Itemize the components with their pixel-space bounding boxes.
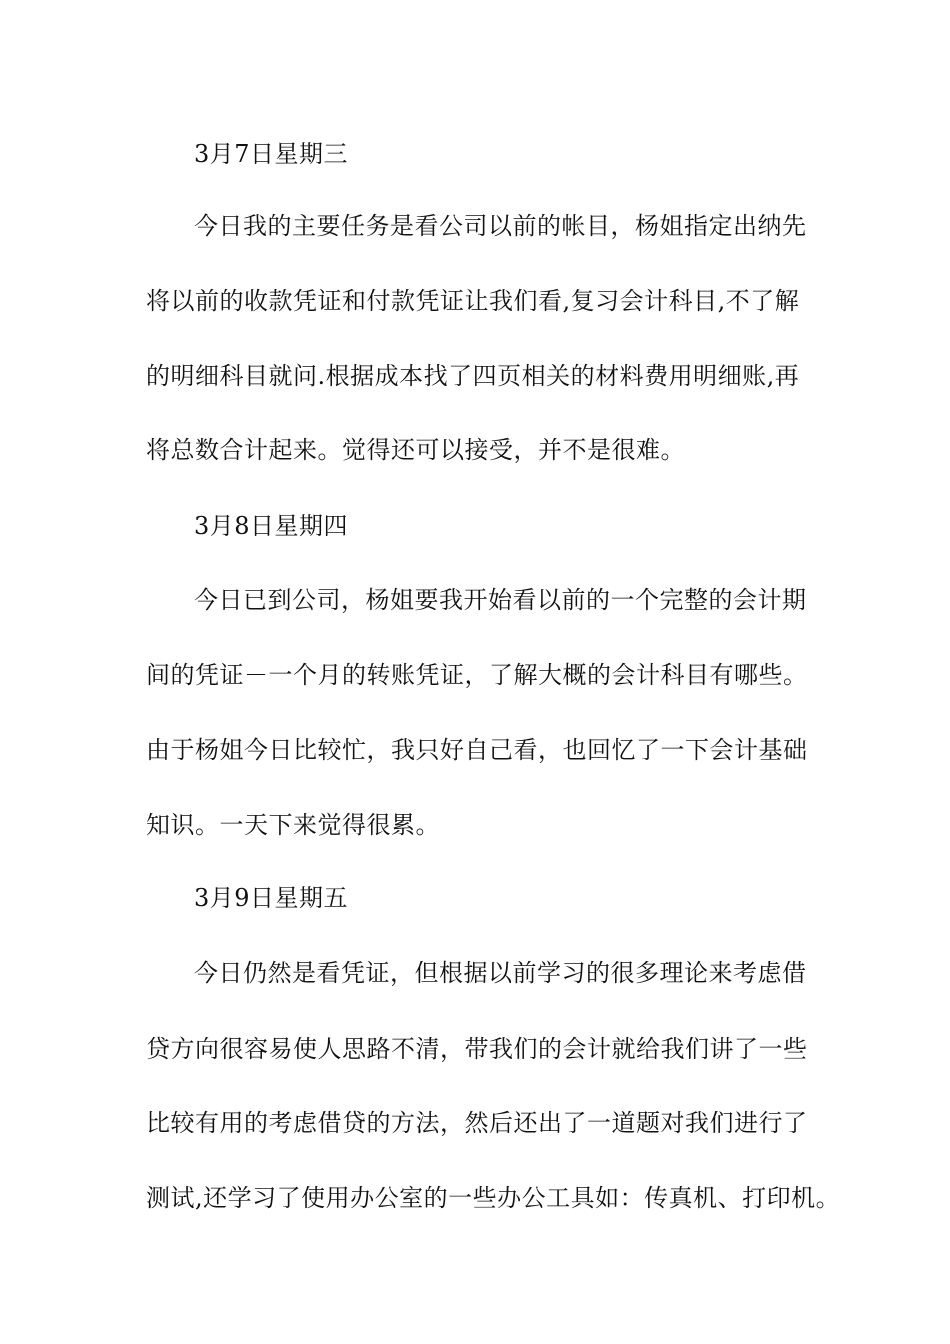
paragraph-line: 将总数合计起来。觉得还可以接受，并不是很难。	[146, 436, 685, 464]
paragraph-line: 今日我的主要任务是看公司以前的帐目，杨姐指定出纳先	[194, 212, 807, 240]
entry-date: 3月8日星期四	[194, 512, 349, 540]
paragraph-line: 将以前的收款凭证和付款凭证让我们看,复习会计科目,不了解	[146, 287, 800, 315]
entry-date: 3月7日星期三	[194, 140, 349, 168]
paragraph-line: 由于杨姐今日比较忙，我只好自己看，也回忆了一下会计基础	[146, 736, 808, 764]
paragraph-line: 今日仍然是看凭证，但根据以前学习的很多理论来考虑借	[194, 959, 807, 987]
paragraph-line: 知识。一天下来觉得很累。	[146, 811, 440, 839]
paragraph-line: 比较有用的考虑借贷的方法，然后还出了一道题对我们进行了	[146, 1109, 808, 1137]
paragraph-line: 间的凭证－一个月的转账凭证，了解大概的会计科目有哪些。	[146, 661, 808, 689]
paragraph-line: 测试,还学习了使用办公室的一些办公工具如：传真机、打印机。	[146, 1184, 841, 1212]
entry-date: 3月9日星期五	[194, 884, 349, 912]
paragraph-line: 贷方向很容易使人思路不清，带我们的会计就给我们讲了一些	[146, 1035, 808, 1063]
paragraph-line: 的明细科目就问.根据成本找了四页相关的材料费用明细账,再	[146, 362, 800, 390]
paragraph-line: 今日已到公司，杨姐要我开始看以前的一个完整的会计期	[194, 586, 807, 614]
